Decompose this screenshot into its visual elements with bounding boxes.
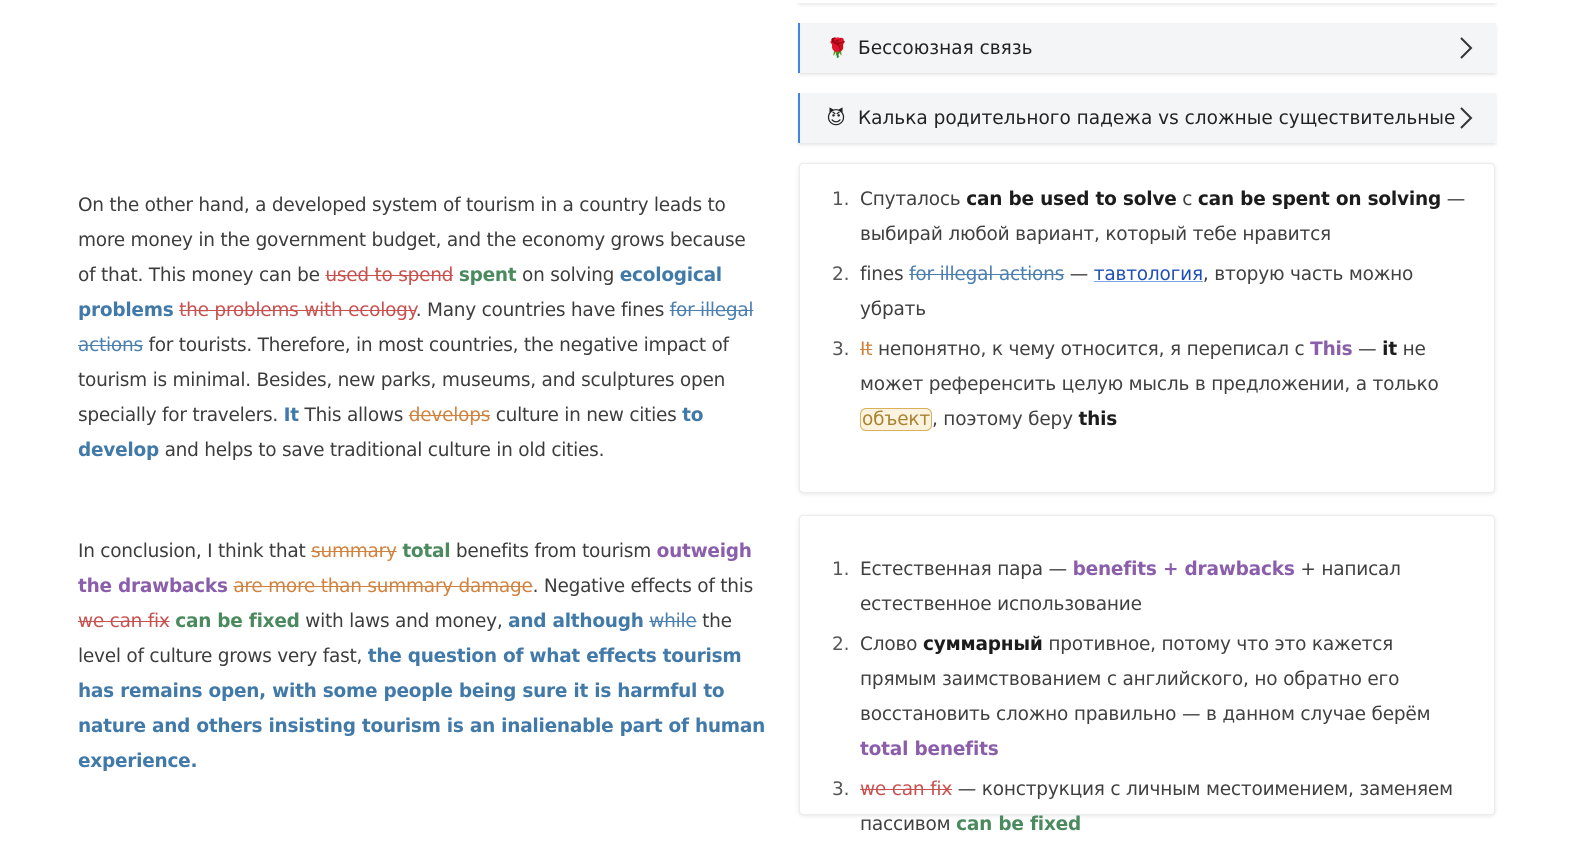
inserted-text: the question of what effects tourism has remains open, with some people being sure it is harmful to nature and others insisting tourism is an inalienable part of human experience. — [78, 646, 765, 772]
card-bottom-edge — [798, 0, 1496, 3]
inserted-text: can be fixed — [956, 814, 1082, 835]
list-item — [832, 332, 1474, 437]
text: непонятно, к чему относится, я переписал с — [872, 339, 1311, 360]
list-item — [832, 257, 1474, 327]
text: for tourists. Therefore, in most countries, the negative impact of tourism is minimal. Besides, new parks, museums, and sculptures open specially for travelers. — [78, 335, 729, 426]
highlight-text: This — [1310, 339, 1353, 360]
deleted-text: we can fix — [78, 611, 170, 632]
text: противное, потому что это кажется прямым заимствованием с английского, но обратно его восстановить сложно правильно — в данном случае берём — [860, 634, 1431, 725]
text: and helps to save traditional culture in old cities. — [158, 440, 605, 461]
item-number: 2. — [832, 264, 850, 285]
essay-paragraph-2 — [78, 534, 768, 779]
text: with laws and money, — [299, 611, 509, 632]
deleted-text: we can fix — [860, 779, 953, 800]
deleted-text: for illegal actions — [78, 300, 754, 356]
text: fines — [860, 264, 910, 285]
text: This allows — [298, 405, 409, 426]
inserted-text: and although — [508, 611, 644, 632]
item-number: 1. — [832, 559, 850, 580]
item-number: 3. — [832, 339, 850, 360]
inserted-text: total — [402, 541, 451, 562]
comments-card-2 — [799, 515, 1495, 835]
text: + написал естественное использование — [860, 559, 1401, 615]
deleted-text: summary — [311, 541, 397, 562]
object-term-tooltip[interactable]: объект — [862, 409, 930, 430]
inserted-text: can be fixed — [175, 611, 300, 632]
text: culture in new cities — [490, 405, 683, 426]
text: не может референсить целую мысль в предложении, а только — [860, 339, 1439, 395]
highlight-text: total benefits — [860, 739, 999, 760]
text: Спуталось — [860, 189, 967, 210]
list-item — [832, 182, 1474, 252]
bold-text: can be used to solve — [966, 189, 1177, 210]
bold-text: it — [1382, 339, 1397, 360]
comments-card-1 — [799, 163, 1495, 493]
text: с — [1176, 189, 1198, 210]
item-number: 2. — [832, 634, 850, 655]
text: , поэтому беру — [931, 409, 1079, 430]
text: , вторую часть можно убрать — [860, 264, 1414, 320]
item-number: 3. — [832, 779, 850, 800]
highlight-text: benefits + drawbacks — [1072, 559, 1295, 580]
text: Слово — [860, 634, 923, 655]
item-number: 1. — [832, 189, 850, 210]
text: on solving — [516, 265, 620, 286]
comments-list — [832, 182, 1474, 442]
text: In conclusion, I think that — [78, 541, 312, 562]
inserted-text: ecological problems — [78, 265, 722, 321]
text: — выбирай любой вариант, который тебе нравится — [860, 189, 1466, 245]
tautology-link[interactable]: тавтология — [1093, 264, 1203, 285]
text: — конструкция с личным местоимением, заменяем пассивом — [860, 779, 1453, 835]
inserted-text: It — [283, 405, 299, 426]
text: benefits from tourism — [450, 541, 657, 562]
inserted-text: outweigh the drawbacks — [78, 541, 752, 597]
list-item — [832, 552, 1474, 622]
collapsible-title: Бессоюзная связь — [858, 37, 1033, 59]
list-item — [832, 772, 1474, 842]
collapsible-title: Калька родительного падежа vs сложные существительные — [858, 107, 1456, 129]
deleted-text: develops — [408, 405, 491, 426]
collapsible-asyndetic-connection[interactable] — [798, 23, 1496, 73]
devil-icon: 😈 — [826, 107, 846, 129]
chevron-right-icon[interactable] — [1458, 35, 1474, 61]
inserted-text: spent — [458, 265, 517, 286]
deleted-text: the problems with ecology — [179, 300, 416, 321]
deleted-text: while — [649, 611, 697, 632]
text: the level of culture grows very fast, — [78, 611, 732, 667]
text: . Negative effects of this — [532, 576, 753, 597]
comments-list — [832, 552, 1474, 847]
rose-icon: 🌹 — [826, 38, 850, 59]
deleted-text: used to spend — [325, 265, 454, 286]
collapsible-genitive-calque[interactable] — [798, 93, 1496, 143]
list-item — [832, 627, 1474, 767]
text: — — [1064, 264, 1094, 285]
text: Естественная пара — — [860, 559, 1073, 580]
bold-text: can be spent on solving — [1197, 189, 1442, 210]
essay-paragraph-1 — [78, 188, 768, 468]
inserted-text: to develop — [78, 405, 704, 461]
bold-text: суммарный — [922, 634, 1043, 655]
bold-text: this — [1078, 409, 1118, 430]
text: On the other hand, a developed system of tourism in a country leads to more money in the government budget, and the economy grows because of that. This money can be — [78, 195, 746, 286]
deleted-text: for illegal actions — [909, 264, 1065, 285]
text: . Many countries have fines — [415, 300, 670, 321]
deleted-text: are more than summary damage — [233, 576, 533, 597]
chevron-right-icon[interactable] — [1458, 105, 1474, 131]
deleted-text: It — [860, 339, 873, 360]
text: — — [1352, 339, 1383, 360]
